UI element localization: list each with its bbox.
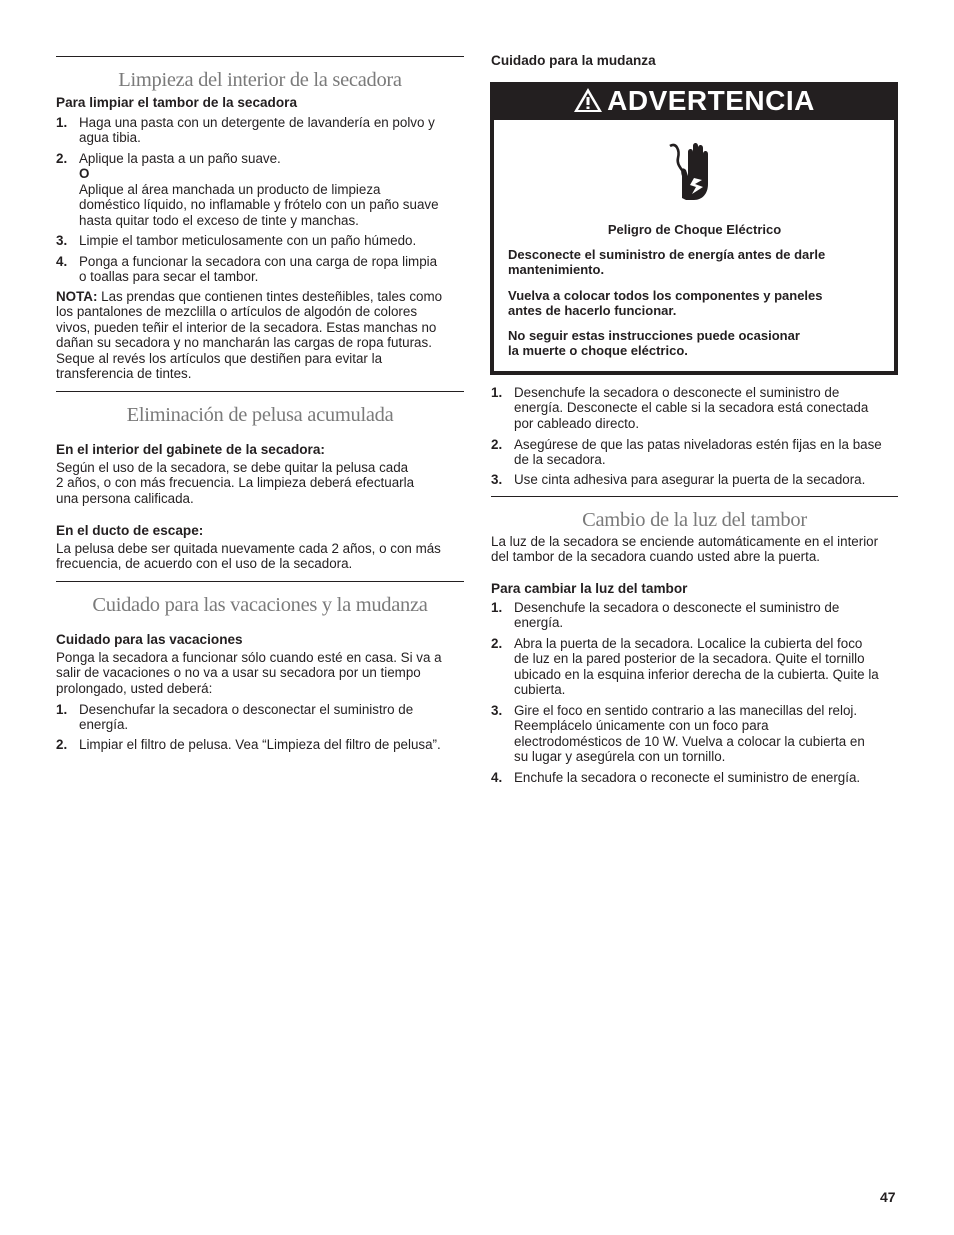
paragraph-cabinet: Según el uso de la secadora, se debe quitar la pelusa cada 2 años, o con más frecuencia. La limpieza deberá efectuarla una persona calificada. bbox=[56, 460, 415, 506]
list-item: 1. Haga una pasta con un detergente de lavandería en polvo y agua tibia. bbox=[56, 115, 435, 146]
subheading-exhaust-duct: En el ducto de escape: bbox=[56, 523, 204, 538]
paragraph-drum-light: La luz de la secadora se enciende automáticamente en el interior del tambor de la secadora cuando usted abre la puerta. bbox=[491, 534, 879, 565]
list-item: 4. Enchufe la secadora o reconecte el suministro de energía. bbox=[491, 770, 861, 785]
subheading-change-light: Para cambiar la luz del tambor bbox=[491, 581, 688, 596]
section-rule bbox=[56, 391, 464, 392]
list-item: 1. Desenchufar la secadora o desconectar el suministro de energía. bbox=[56, 702, 414, 733]
list-item: 2. Limpiar el filtro de pelusa. Vea “Limpieza del filtro de pelusa”. bbox=[56, 737, 441, 752]
section-rule bbox=[491, 496, 898, 497]
list-item: 3. Use cinta adhesiva para asegurar la puerta de la secadora. bbox=[491, 472, 866, 487]
warning-instruction: No seguir estas instrucciones puede ocasionar la muerte o choque eléctrico. bbox=[508, 328, 800, 359]
paragraph-exhaust-duct: La pelusa debe ser quitada nuevamente cada 2 años, o con más frecuencia, de acuerdo con el uso de la secadora. bbox=[56, 541, 441, 572]
warning-instruction: Desconecte el suministro de energía antes de darle mantenimiento. bbox=[508, 247, 826, 278]
paragraph-vacation: Ponga la secadora a funcionar sólo cuando esté en casa. Si va a salir de vacaciones o no va a usar su secadora por un tiempo prolongado, usted deberá: bbox=[56, 650, 442, 696]
list-item: 1. Desenchufe la secadora o desconecte el suministro de energía. Desconecte el cable si la secadora está conectada por cableado directo. bbox=[491, 385, 869, 431]
section-title-interior-cleaning: Limpieza del interior de la secadora bbox=[118, 69, 402, 91]
section-title-drum-light: Cambio de la luz del tambor bbox=[582, 509, 807, 531]
section-rule bbox=[56, 581, 464, 582]
top-rule-left bbox=[56, 56, 464, 57]
list-item: 4. Ponga a funcionar la secadora con una carga de ropa limpia o toallas para secar el tambor. bbox=[56, 254, 438, 285]
warning-triangle-icon bbox=[573, 87, 603, 113]
note-paragraph: NOTA: Las prendas que contienen tintes desteñibles, tales como los pantalones de mezclilla o artículos de algodón de colores vivos, pueden teñir el interior de la secadora. Estas manchas no dañan su secadora y no mancharán las cargas de ropa futuras. Seque al revés los artículos que destiñen para evitar la transferencia de tintes. bbox=[56, 289, 443, 382]
warning-hazard-title: Peligro de Choque Eléctrico bbox=[607, 222, 782, 237]
subheading-vacation: Cuidado para las vacaciones bbox=[56, 632, 243, 647]
subheading-clean-drum: Para limpiar el tambor de la secadora bbox=[56, 95, 298, 110]
section-title-lint-removal: Eliminación de pelusa acumulada bbox=[126, 404, 394, 426]
warning-heading: ADVERTENCIA bbox=[490, 82, 898, 119]
or-label: O bbox=[79, 166, 90, 182]
list-item: 2. Aplique la pasta a un paño suave. O Aplique al área manchada un producto de limpieza doméstico líquido, no inflamable y frótelo con un paño suave hasta quitar todo el exceso de tinte y manchas. bbox=[56, 151, 464, 228]
list-item: 3. Gire el foco en sentido contrario a las manecillas del reloj. Reemplácelo únicamente con un foco para electrodomésticos de 10 W. Vuelva a colocar la cubierta en su lugar y asegúrela con un tornillo. bbox=[491, 703, 865, 765]
list-item: 1. Desenchufe la secadora o desconecte el suministro de energía. bbox=[491, 600, 840, 631]
list-item: 2. Asegúrese de que las patas niveladoras estén fijas en la base de la secadora. bbox=[491, 437, 882, 468]
subheading-moving: Cuidado para la mudanza bbox=[491, 53, 656, 68]
list-item: 2. Abra la puerta de la secadora. Localice la cubierta del foco de luz en la pared posterior de la secadora. Quite el tornillo ubicado en la esquina inferior derecha de la cubierta. Quite la cubierta. bbox=[491, 636, 879, 698]
page-number: 47 bbox=[880, 1189, 896, 1205]
list-item: 3. Limpie el tambor meticulosamente con un paño húmedo. bbox=[56, 233, 417, 248]
subheading-cabinet: En el interior del gabinete de la secadora: bbox=[56, 442, 325, 457]
warning-instruction: Vuelva a colocar todos los componentes y paneles antes de hacerlo funcionar. bbox=[508, 288, 823, 319]
electric-shock-hand-icon bbox=[668, 140, 718, 204]
section-title-vacation-moving: Cuidado para las vacaciones y la mudanza bbox=[92, 594, 428, 616]
